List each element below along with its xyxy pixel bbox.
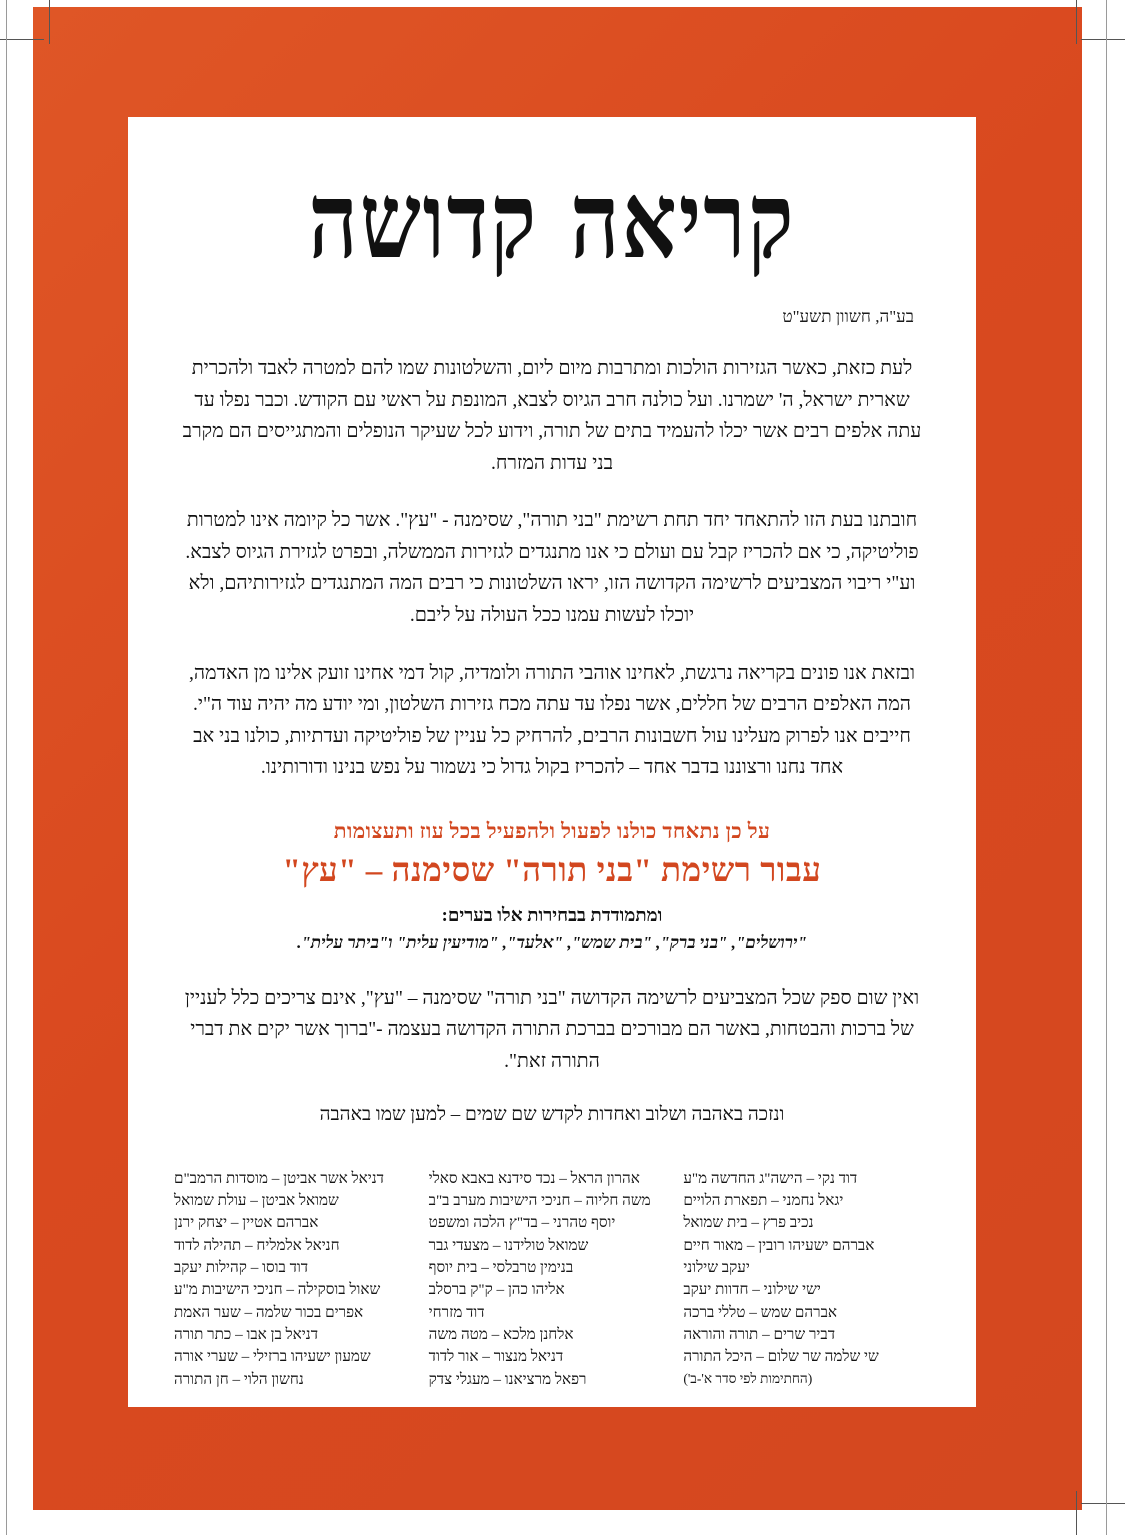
signatory-item: דוד מזרחי <box>428 1303 485 1321</box>
signatory-column-right <box>172 1168 423 1391</box>
signatory-item: אברהם שמש – טללי ברכה <box>683 1303 838 1321</box>
blessing-line: ונזכה באהבה ושלוב ואחדות לקדש שם שמים – למען שמו באהבה <box>319 1103 785 1125</box>
closing-paragraph: ואין שום ספק שכל המצביעים לרשימה הקדושה "בני תורה" שסימנה – "עץ", אינם צריכים כלל לעניין של ברכות והבטחות, באשר הם מבורכים בברכת התורה הקדושה בעצמה -"ברוך אשר יקים את דברי התורה זאת". <box>184 987 920 1072</box>
crop-mark-top-right-horizontal <box>1081 39 1125 40</box>
signatory-item: דוד נקי – הישה"ג החדשה מ"ע <box>683 1169 858 1187</box>
signatory-item: רפאל מרציאנו – מעגלי צדק <box>428 1370 587 1388</box>
signatory-column-left <box>683 1168 932 1389</box>
signatory-item: שמעון ישעיהו ברזילי – שערי אורה <box>173 1348 371 1366</box>
page-title: קריאה קדושה <box>308 159 796 283</box>
callout-subheading: ומתמודדת בבחירות אלו בערים: <box>441 905 663 926</box>
signatory-item: יגאל נחמני – תפארת הלויים <box>683 1191 844 1209</box>
signatory-item: אלחנן מלכא – מטה משה <box>428 1325 574 1343</box>
signatory-item: חניאל אלמליח – תהילה לדוד <box>173 1236 340 1254</box>
signatory-item: שמואל טולידנו – מצעדי גבר <box>428 1236 589 1254</box>
crop-mark-top-left-vertical <box>49 0 50 44</box>
callout-cities-list: "ירושלים", "בני ברק", "בית שמש", "אלעד", "מודיעין עלית" ו"ביתר עלית". <box>297 932 807 952</box>
signatory-item: דביר שרים – תורה והוראה <box>683 1325 836 1343</box>
signatory-item: אליהו כהן – ק"ק ברסלב <box>428 1281 565 1299</box>
signatory-item: אפרים בכור שלמה – שער האמת <box>173 1303 364 1321</box>
body-paragraph-2: חובתנו בעת הזו להתאחד יחד תחת רשימת "בני תורה", שסימנה - "עץ". אשר כל קיומה אינו למטרות פוליטיקה, כי אם להכריז קבל עם ועולם כי אנו מתנגדים לגזירות הממשלה, ובפרט לגזירת הגיוס לצבא. וע"י ריבוי המצביעים לרשימה הקדושה הזו, יראו השלטונות כי רבים המה המתנגדים לגזירותיהם, ולא יוכלו לעשות עמנו ככל העולה על ליבם. <box>185 510 919 627</box>
signatory-item: דניאל בן אבו – כתר תורה <box>173 1325 319 1343</box>
signatory-item: דניאל מנצור – אור לדוד <box>428 1348 564 1366</box>
callout-headline-1: על כן נתאחד כולנו לפעול ולהפעיל בכל עוז ותעצומות <box>333 818 771 843</box>
signatory-item: אברהם ישעיהו רובין – מאור חיים <box>683 1236 875 1254</box>
page-edge-guide-left <box>6 0 7 1535</box>
signatory-item: אברהם אטיין – יצחק ירנן <box>173 1214 319 1232</box>
crop-mark-bottom-right-vertical <box>1076 1491 1077 1535</box>
signatory-item: משה חליוה – חניכי הישיבות מערב ב"ב <box>428 1191 651 1209</box>
crop-mark-top-right-vertical <box>1076 0 1077 44</box>
signatory-item: שי שלמה שר שלום – היכל התורה <box>683 1348 879 1366</box>
signatory-item: יעקב שילוני <box>683 1258 750 1276</box>
callout-block <box>172 818 932 953</box>
signatory-item: נחשון הלוי – חן התורה <box>173 1370 304 1388</box>
callout-headline-2: עבור רשימת "בני תורה" שסימנה – "עץ" <box>282 853 822 890</box>
signatory-item: שמואל אביטן – עולת שמואל <box>173 1191 339 1209</box>
body-paragraph-3: ובזאת אנו פונים בקריאה נרגשת, לאחינו אוהבי התורה ולומדיה, קול דמי אחינו זועק אלינו מן האדמה, המה האלפים הרבים של חללים, אשר נפלו עד עתה מכח גזירות השלטון, ומי יודע מה יהיה עוד ה"י. חייבים אנו לפרוק מעלינו עול חשבונות הרבים, להרחיק כל עניין של פוליטיקה ועדתיות, כולנו בני אב אחד נחנו ורצוננו בדבר אחד – להכריז בקול גדול כי נשמור על נפש בנינו ודורותינו. <box>188 662 916 779</box>
crop-mark-bottom-right-horizontal <box>1081 1503 1125 1504</box>
signatory-item: שאול בוסקילה – חניכי הישיבות מ"ע <box>173 1281 381 1299</box>
signatories-block <box>172 1168 932 1391</box>
body-paragraph-1: לעת כזאת, כאשר הגזירות הולכות ומתרבות מיום ליום, והשלטונות שמו להם למטרה לאבד ולהכרית שארית ישראל, ה' ישמרנו. ועל כולנה חרב הגיוס לצבא, המונפת על ראשי עם הקודש. וכבר נפלו עד עתה אלפים רבים אשר יכלו להעמיד בתים של תורה, וידוע לכל שעיקר הנופלים והמתגייסים הם מקרב בני עדות המזרח. <box>182 358 922 474</box>
signatory-item: יוסף טהרני – בד"ץ הלכה ומשפט <box>428 1214 616 1232</box>
signatory-item: בנימין טרבלסי – בית יוסף <box>428 1258 574 1276</box>
signatory-column-middle <box>429 1168 678 1391</box>
poster-sheet <box>128 117 976 1407</box>
signatory-item: אהרון הראל – נכד סידנא באבא סאלי <box>428 1169 640 1187</box>
signatory-item: דוד בוסו – קהילות יעקב <box>173 1258 309 1276</box>
signatory-order-note: (החתימות לפי סדר א'-ב') <box>683 1370 813 1386</box>
dateline: בע"ה, חשוון תשע"ט <box>782 307 914 326</box>
signatory-item: דניאל אשר אביטן – מוסדות הרמב"ם <box>173 1169 384 1187</box>
signatory-item: נכיב פרץ – בית שמואל <box>683 1214 814 1232</box>
page-edge-guide-right <box>1106 0 1107 1535</box>
signatory-item: ישי שילוני – חדוות יעקב <box>683 1281 821 1299</box>
